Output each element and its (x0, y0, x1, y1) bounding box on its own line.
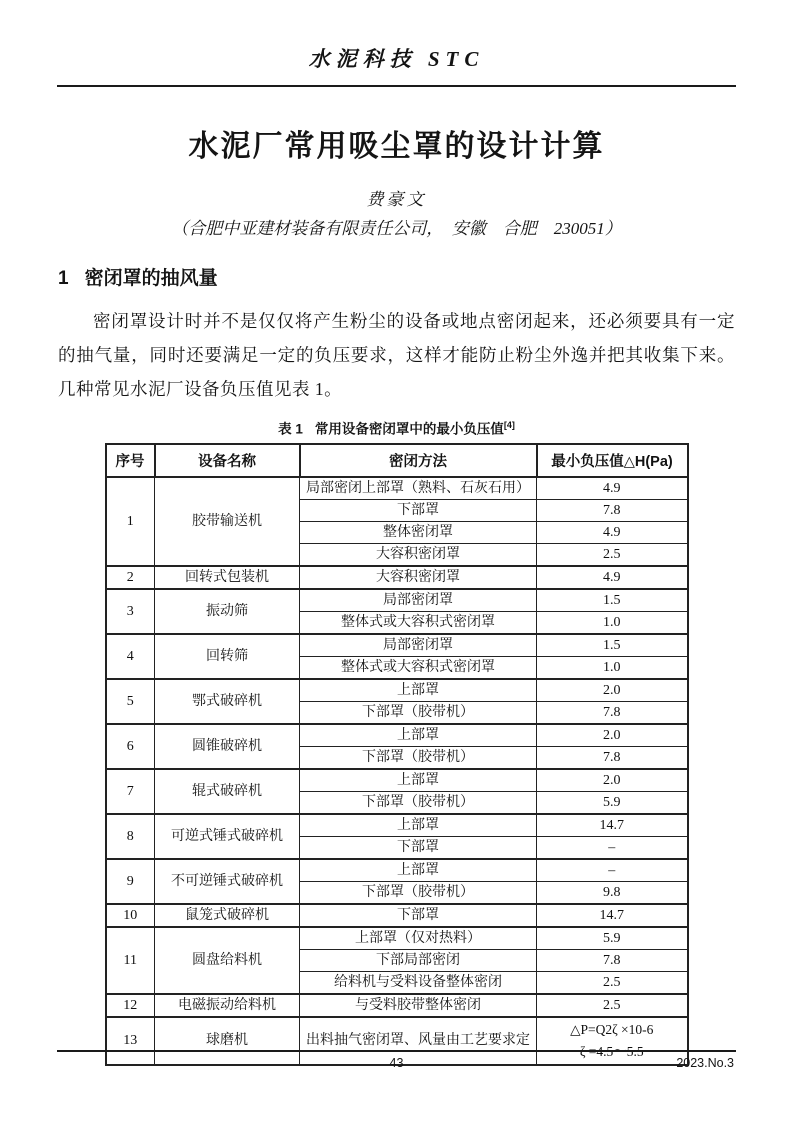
cell-sealing-method: 上部罩 (300, 679, 537, 702)
header-rule (57, 85, 736, 87)
cell-sealing-method: 下部罩（胶带机） (300, 701, 537, 724)
cell-sealing-method: 大容积密闭罩 (300, 566, 537, 589)
issue-label: 2023.No.3 (676, 1056, 734, 1070)
author-name: 费豪文 (366, 190, 427, 209)
cell-min-pressure-value: 9.8 (537, 881, 688, 904)
cell-min-pressure-value: 2.0 (537, 724, 688, 747)
cell-min-pressure-value: 4.9 (537, 477, 688, 500)
cell-device-name: 球磨机 (155, 1017, 300, 1065)
cell-index: 10 (106, 904, 155, 927)
cell-sealing-method: 局部密闭上部罩（熟料、石灰石用） (300, 477, 537, 500)
cell-sealing-method: 大容积密闭罩 (300, 543, 537, 566)
table-row (106, 589, 688, 612)
cell-sealing-method: 上部罩 (300, 724, 537, 747)
col-header-device: 设备名称 (155, 444, 300, 477)
cell-min-pressure-value: 2.0 (537, 769, 688, 792)
cell-sealing-method: 整体密闭罩 (300, 521, 537, 543)
table-caption-label: 表 1 (278, 421, 303, 437)
cell-min-pressure-value: 14.7 (537, 904, 688, 927)
cell-sealing-method: 上部罩 (300, 814, 537, 837)
cell-min-pressure-value: 1.0 (537, 611, 688, 634)
cell-device-name: 不可逆锤式破碎机 (155, 859, 300, 904)
cell-min-pressure-value: 2.5 (537, 994, 688, 1017)
cell-min-pressure-value: 7.8 (537, 949, 688, 971)
cell-device-name: 振动筛 (155, 589, 300, 634)
cell-min-pressure-value: 7.8 (537, 499, 688, 521)
page-number: 43 (389, 1056, 404, 1070)
cell-device-name: 可逆式锤式破碎机 (155, 814, 300, 859)
cell-min-pressure-value: 7.8 (537, 746, 688, 769)
section-number: 1 (58, 268, 69, 289)
cell-sealing-method: 下部罩（胶带机） (300, 791, 537, 814)
cell-sealing-method: 上部罩（仅对热料） (300, 927, 537, 950)
cell-sealing-method: 给料机与受料设备整体密闭 (300, 971, 537, 994)
table-caption-text: 常用设备密闭罩中的最小负压值 (314, 421, 504, 437)
cell-device-name: 辊式破碎机 (155, 769, 300, 814)
cell-index: 9 (106, 859, 155, 904)
table-row (106, 927, 688, 950)
cell-sealing-method: 下部罩（胶带机） (300, 881, 537, 904)
author-affiliation: （合肥中亚建材装备有限责任公司， 安徽 合肥 230051） (171, 219, 622, 238)
cell-index: 6 (106, 724, 155, 769)
table-row (106, 634, 688, 657)
page-footer (57, 1050, 736, 1073)
cell-device-name: 圆锥破碎机 (155, 724, 300, 769)
table-row (106, 769, 688, 792)
cell-min-pressure-value: 7.8 (537, 701, 688, 724)
cell-min-pressure-value: 2.5 (537, 543, 688, 566)
table-row (106, 814, 688, 837)
table-row (106, 859, 688, 882)
col-header-value: 最小负压值△H(Pa) (537, 444, 688, 477)
cell-min-pressure-value: 1.0 (537, 656, 688, 679)
cell-min-pressure-value: 1.5 (537, 589, 688, 612)
cell-min-pressure-value: – (537, 836, 688, 859)
cell-index: 2 (106, 566, 155, 589)
section-title: 密闭罩的抽风量 (84, 268, 218, 289)
article-title: 水泥厂常用吸尘罩的设计计算 (188, 130, 605, 163)
cell-sealing-method: 下部局部密闭 (300, 949, 537, 971)
cell-device-name: 胶带输送机 (155, 477, 300, 566)
cell-index: 8 (106, 814, 155, 859)
cell-index: 3 (106, 589, 155, 634)
cell-device-name: 回转筛 (155, 634, 300, 679)
table-row (106, 566, 688, 589)
col-header-method: 密闭方法 (300, 444, 537, 477)
cell-min-pressure-value: 4.9 (537, 566, 688, 589)
footer-rule (57, 1050, 736, 1052)
cell-device-name: 鄂式破碎机 (155, 679, 300, 724)
cell-device-name: 回转式包装机 (155, 566, 300, 589)
cell-sealing-method: 下部罩 (300, 904, 537, 927)
cell-index: 4 (106, 634, 155, 679)
cell-sealing-method: 与受料胶带整体密闭 (300, 994, 537, 1017)
cell-sealing-method: 上部罩 (300, 859, 537, 882)
cell-min-pressure-value: 14.7 (537, 814, 688, 837)
cell-index: 13 (106, 1017, 155, 1065)
table-caption-reference: [4] (503, 420, 515, 430)
cell-min-pressure-value: 2.0 (537, 679, 688, 702)
cell-device-name: 电磁振动给料机 (155, 994, 300, 1017)
min-negative-pressure-table (105, 443, 689, 1066)
section-heading (58, 267, 735, 291)
table-row (106, 477, 688, 500)
cell-index: 1 (106, 477, 155, 566)
table-header-row (106, 444, 688, 477)
cell-sealing-method: 整体式或大容积式密闭罩 (300, 656, 537, 679)
cell-index: 11 (106, 927, 155, 994)
cell-sealing-method: 局部密闭罩 (300, 634, 537, 657)
cell-min-pressure-value: – (537, 859, 688, 882)
cell-min-pressure-value: 4.9 (537, 521, 688, 543)
cell-min-pressure-value: 5.9 (537, 927, 688, 950)
table-row (106, 724, 688, 747)
cell-sealing-method: 上部罩 (300, 769, 537, 792)
table-caption (0, 417, 793, 438)
table-row (106, 679, 688, 702)
cell-index: 5 (106, 679, 155, 724)
cell-sealing-method: 出料抽气密闭罩、风量由工艺要求定 (300, 1017, 537, 1065)
cell-min-pressure-value: 1.5 (537, 634, 688, 657)
table-row (106, 904, 688, 927)
cell-sealing-method: 下部罩 (300, 499, 537, 521)
body-paragraph: 密闭罩设计时并不是仅仅将产生粉尘的设备或地点密闭起来，还必须要具有一定的抽气量，同时还要满足一定的负压要求，这样才能防止粉尘外逸并把其收集下来。几种常见水泥厂设备负压值见表 1。 (58, 311, 735, 399)
cell-sealing-method: 整体式或大容积式密闭罩 (300, 611, 537, 634)
cell-index: 12 (106, 994, 155, 1017)
cell-min-pressure-value: 5.9 (537, 791, 688, 814)
cell-device-name: 鼠笼式破碎机 (155, 904, 300, 927)
cell-sealing-method: 下部罩（胶带机） (300, 746, 537, 769)
cell-min-pressure-value: 2.5 (537, 971, 688, 994)
cell-device-name: 圆盘给料机 (155, 927, 300, 994)
cell-index: 7 (106, 769, 155, 814)
journal-header: 水泥科技 STC (308, 47, 485, 71)
cell-min-pressure-value: △P=Q2ζ ×10-6 ζ =4.5～5.5 (537, 1017, 688, 1065)
col-header-index: 序号 (106, 444, 155, 477)
cell-sealing-method: 局部密闭罩 (300, 589, 537, 612)
table-row (106, 994, 688, 1017)
cell-sealing-method: 下部罩 (300, 836, 537, 859)
